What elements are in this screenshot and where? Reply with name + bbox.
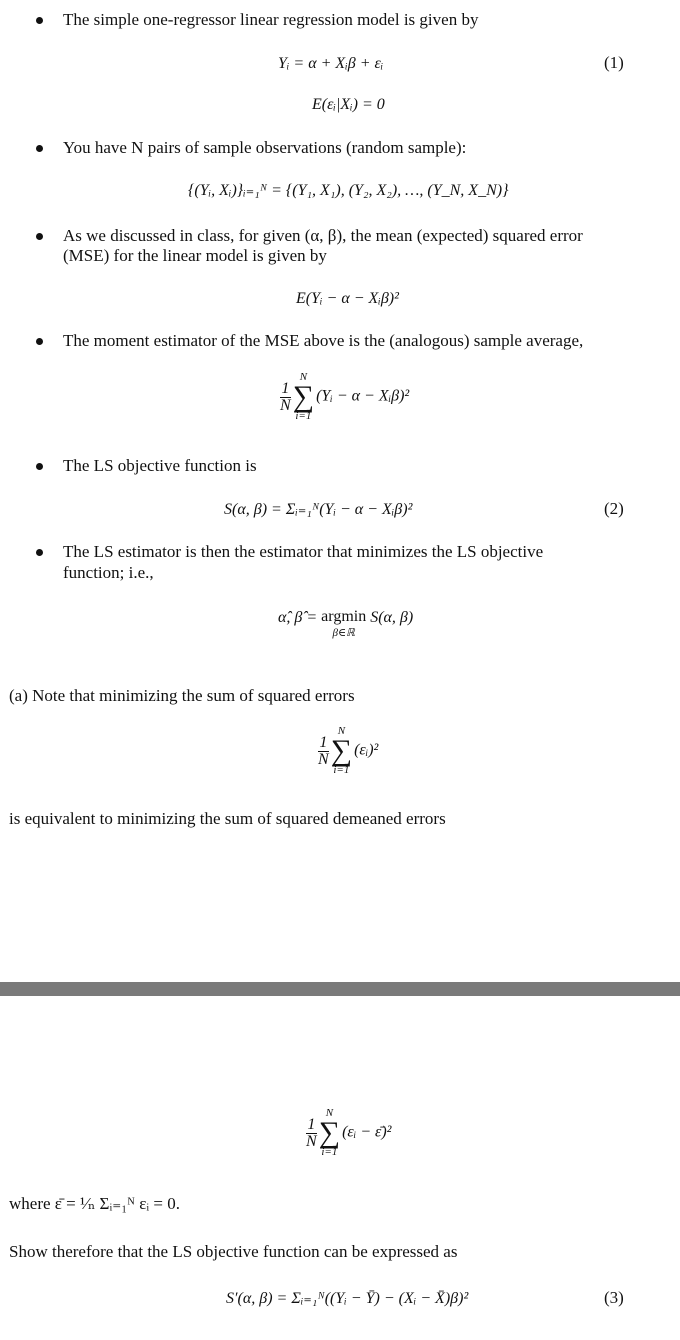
part-a-equivalence: is equivalent to minimizing the sum of squared demeaned errors bbox=[9, 809, 446, 828]
sum-lower-limit: i=1 bbox=[295, 410, 312, 422]
sum-upper-limit: N bbox=[299, 371, 308, 383]
fraction-numerator: 1 bbox=[307, 1115, 316, 1133]
equation-model: Yᵢ = α + Xᵢβ + εᵢ bbox=[278, 55, 384, 72]
fraction-denominator: N bbox=[280, 396, 291, 414]
demeaned-summand: (εᵢ − ε̄)² bbox=[342, 1123, 392, 1141]
moment-summand: (Yᵢ − α − Xᵢβ)² bbox=[316, 387, 410, 405]
equation-conditional-mean: E(εᵢ|Xᵢ) = 0 bbox=[312, 96, 385, 113]
bullet-marker bbox=[36, 338, 43, 345]
argmin-operator: argmin bbox=[321, 608, 367, 625]
show-instruction: Show therefore that the LS objective function can be expressed as bbox=[9, 1242, 458, 1261]
part-a-intro: (a) Note that minimizing the sum of squared errors bbox=[9, 686, 355, 705]
argmin-lhs: α̂, β̂ = bbox=[278, 609, 322, 626]
bullet-text-model: The simple one-regressor linear regression model is given by bbox=[63, 10, 479, 29]
page-divider bbox=[0, 982, 680, 996]
equation-ls-objective: S(α, β) = Σᵢ₌₁ᴺ(Yᵢ − α − Xᵢβ)² bbox=[224, 501, 413, 518]
fraction-denominator: N bbox=[318, 750, 329, 768]
equation-s-prime: S′(α, β) = Σᵢ₌₁ᴺ((Yᵢ − Ȳ) − (Xᵢ − X̄)β)² bbox=[226, 1290, 469, 1307]
fraction-one-over-n bbox=[318, 735, 329, 768]
bullet-marker bbox=[36, 17, 43, 24]
summation-sign: N ∑ i=1 bbox=[318, 1107, 341, 1158]
bullet-text-ls-objective: The LS objective function is bbox=[63, 456, 257, 475]
equation-sample: {(Yᵢ, Xᵢ)}ᵢ₌₁ᴺ = {(Y₁, X₁), (Y₂, X₂), …, (Y_N, X_N)} bbox=[188, 182, 509, 199]
sum-upper-limit: N bbox=[337, 725, 346, 737]
bullet-marker bbox=[36, 463, 43, 470]
fraction-numerator: 1 bbox=[319, 733, 328, 751]
equation-moment-estimator bbox=[280, 372, 409, 422]
summation-sign: N ∑ i=1 bbox=[330, 725, 353, 776]
sse-summand: (εᵢ)² bbox=[354, 741, 379, 759]
fraction-denominator: N bbox=[306, 1132, 317, 1150]
bullet-marker bbox=[36, 145, 43, 152]
sum-lower-limit: i=1 bbox=[321, 1146, 338, 1158]
fraction-one-over-n bbox=[306, 1117, 317, 1150]
bullet-text-ls-estimator-line2: function; i.e., bbox=[63, 563, 154, 582]
bullet-marker bbox=[36, 549, 43, 556]
bullet-text-sample: You have N pairs of sample observations (random sample): bbox=[63, 138, 467, 157]
summation-sign: N ∑ i=1 bbox=[292, 371, 315, 422]
bullet-text-moment: The moment estimator of the MSE above is the (analogous) sample average, bbox=[63, 331, 584, 350]
equation-number-1: (1) bbox=[604, 53, 624, 72]
bullet-text-mse-line2: (MSE) for the linear model is given by bbox=[63, 246, 327, 265]
argmin-rhs: S(α, β) bbox=[366, 609, 414, 626]
equation-number-3: (3) bbox=[604, 1288, 624, 1307]
equation-number-2: (2) bbox=[604, 499, 624, 518]
fraction-numerator: 1 bbox=[281, 379, 290, 397]
bullet-text-ls-estimator-line1: The LS estimator is then the estimator that minimizes the LS objective bbox=[63, 542, 544, 561]
sum-lower-limit: i=1 bbox=[333, 764, 350, 776]
fraction-one-over-n bbox=[280, 381, 291, 414]
sum-upper-limit: N bbox=[325, 1107, 334, 1119]
equation-demeaned-sse bbox=[306, 1108, 391, 1158]
equation-mse: E(Yᵢ − α − Xᵢβ)² bbox=[296, 290, 399, 307]
equation-argmin bbox=[278, 607, 413, 639]
equation-sse bbox=[318, 726, 378, 776]
bullet-text-mse-line1: As we discussed in class, for given (α, β), the mean (expected) squared error bbox=[63, 226, 583, 245]
where-mean-error: where ε̄ = ¹⁄ₙ Σᵢ₌₁ᴺ εᵢ = 0. bbox=[9, 1194, 180, 1213]
argmin-subscript: β∈ℝ bbox=[332, 627, 355, 639]
bullet-marker bbox=[36, 233, 43, 240]
